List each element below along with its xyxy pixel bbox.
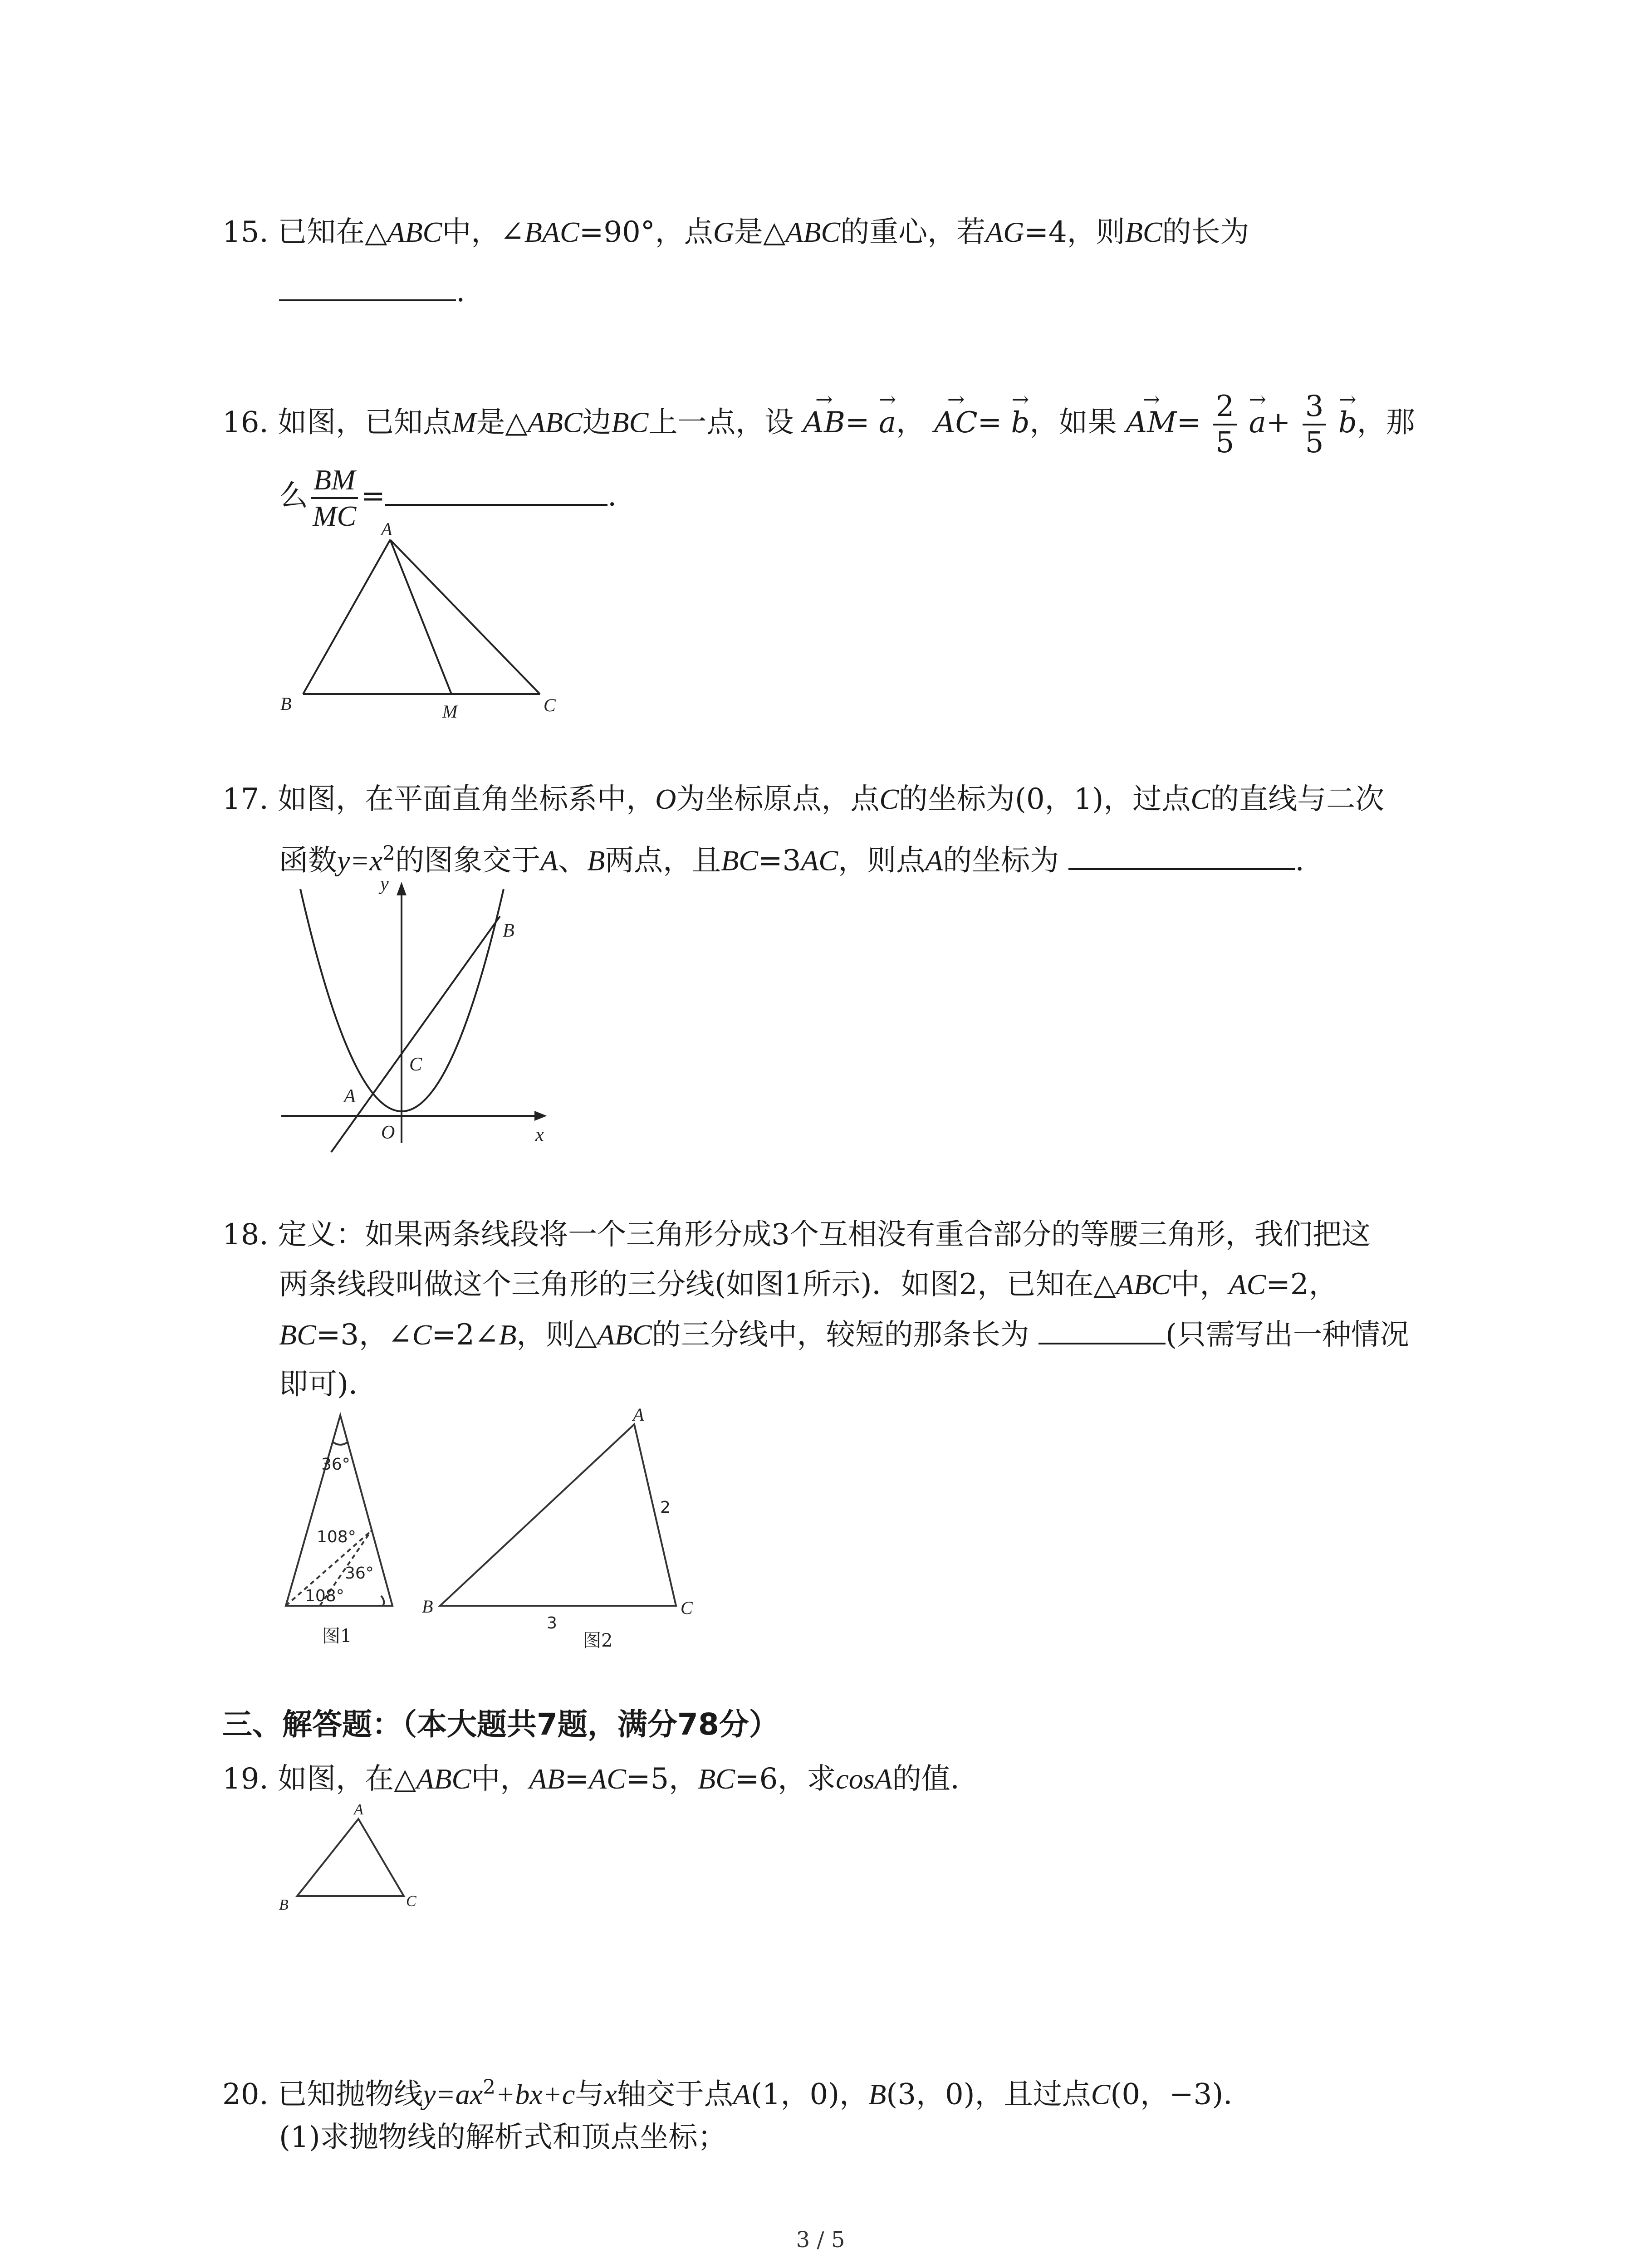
fraction-denominator: 5 bbox=[1305, 426, 1324, 459]
q19-text: =5， bbox=[626, 1762, 698, 1796]
page-number: 3 / 5 bbox=[796, 2227, 845, 2253]
q17-figure bbox=[272, 871, 599, 1161]
q16-answer-blank[interactable] bbox=[385, 477, 607, 506]
label-c: C bbox=[544, 695, 556, 715]
q20-text: 已知抛物线 bbox=[278, 2077, 423, 2112]
q16-var: M bbox=[452, 406, 476, 439]
q18-var: AC bbox=[1229, 1268, 1266, 1300]
q16-text: = bbox=[361, 479, 386, 513]
fraction-numerator: 3 bbox=[1303, 389, 1327, 425]
q20-var: C bbox=[1091, 2078, 1111, 2111]
q17-func: y=x bbox=[337, 844, 382, 877]
section-heading: 三、解答题：（本大题共7题，满分78分） bbox=[222, 1707, 779, 1742]
vector-ac: → AC bbox=[934, 404, 977, 442]
label-o: O bbox=[381, 1122, 395, 1143]
label-a: A bbox=[354, 1801, 363, 1818]
q17-text: 为坐标原点，点 bbox=[676, 782, 880, 816]
q17-text: 的直线与二次 bbox=[1210, 782, 1385, 816]
q18-number: 18. bbox=[222, 1218, 269, 1251]
fraction-2-5 bbox=[1213, 389, 1237, 460]
q18-text: 的三分线中，较短的那条长为 bbox=[652, 1318, 1029, 1352]
q20-text: (3，0)，且过点 bbox=[886, 2077, 1091, 2112]
q18-var: ABC bbox=[597, 1319, 652, 1351]
q19-var: BC bbox=[698, 1763, 735, 1795]
q19-text: 中， bbox=[471, 1762, 529, 1796]
q17-var: AC bbox=[801, 844, 838, 877]
q17-text: 的坐标为 bbox=[943, 844, 1059, 878]
q17-text: ，则点 bbox=[838, 844, 926, 878]
label-a: A bbox=[633, 1406, 644, 1425]
q17-line1 bbox=[222, 780, 1384, 818]
q17-var: A bbox=[925, 844, 943, 877]
q18-line4 bbox=[279, 1365, 377, 1403]
q15-var: ABC bbox=[785, 216, 841, 248]
angle-36-top: 36° bbox=[321, 1455, 350, 1474]
q18-figure2 bbox=[422, 1406, 712, 1660]
q17-period: . bbox=[1295, 844, 1304, 878]
q18-var: BC bbox=[279, 1319, 316, 1351]
q18-text: =3，∠ bbox=[316, 1318, 412, 1352]
triangle-abc-diagram bbox=[422, 1406, 712, 1660]
q19-line1 bbox=[222, 1760, 980, 1798]
q16-text: 如图，已知点 bbox=[278, 406, 452, 440]
q16-line1 bbox=[222, 389, 1415, 460]
q15-text: =4，则 bbox=[1024, 215, 1125, 249]
q18-text: (只需写出一种情况 bbox=[1165, 1318, 1409, 1352]
x-axis-arrow bbox=[535, 1112, 544, 1119]
q15-answer-blank[interactable] bbox=[279, 272, 456, 301]
segment-am bbox=[390, 540, 451, 694]
q17-sup: 2 bbox=[382, 842, 395, 865]
label-y: y bbox=[380, 874, 389, 894]
q18-text: 定义：如果两条线段将一个三角形分成3个互相没有重合部分的等腰三角形，我们把这 bbox=[278, 1218, 1371, 1251]
q19-triangle-diagram bbox=[272, 1801, 436, 1919]
q17-var: C bbox=[879, 783, 899, 815]
q16-var: ABC bbox=[527, 406, 583, 439]
side-ac bbox=[390, 540, 540, 694]
q16-text: 上一点，设 bbox=[648, 406, 794, 440]
label-m: M bbox=[442, 701, 458, 722]
angle-108-lower: 108° bbox=[305, 1587, 344, 1605]
q20-text: (1，0)， bbox=[750, 2077, 869, 2112]
q15-line2 bbox=[279, 272, 465, 311]
q17-var: A bbox=[540, 844, 558, 877]
q19-text: 的值． bbox=[892, 1762, 980, 1796]
fraction-numerator: BM bbox=[311, 463, 358, 499]
q15-text: 的重心，若 bbox=[840, 215, 986, 249]
q20-line2 bbox=[279, 2118, 727, 2156]
q15-text: 的长为 bbox=[1162, 215, 1249, 249]
q17-text: =3 bbox=[758, 844, 801, 878]
label-b: B bbox=[280, 694, 292, 714]
q15-var: G bbox=[713, 216, 734, 248]
q15-line1 bbox=[222, 213, 1249, 251]
q18-var: ABC bbox=[1116, 1268, 1171, 1300]
q20-text: 轴交于点 bbox=[617, 2077, 733, 2112]
label-c: C bbox=[406, 1893, 416, 1910]
q20-sup: 2 bbox=[483, 2076, 496, 2099]
q20-func: y=ax bbox=[423, 2078, 483, 2111]
figure2-caption: 图2 bbox=[583, 1630, 613, 1651]
q19-figure bbox=[272, 1801, 436, 1919]
q19-var: AC bbox=[589, 1763, 626, 1795]
vector-am: → AM bbox=[1126, 404, 1177, 442]
q16-text: ， bbox=[896, 406, 926, 440]
angle-36-lower: 36° bbox=[345, 1564, 374, 1583]
q20-var: x bbox=[604, 2078, 617, 2111]
q20-text: (0，−3)． bbox=[1110, 2077, 1253, 2112]
q20-text: 与 bbox=[575, 2077, 604, 2112]
vector-a: → a bbox=[1249, 404, 1266, 442]
q16-var: BC bbox=[611, 406, 649, 439]
q15-var: BC bbox=[1125, 216, 1162, 248]
q16-text: = bbox=[845, 406, 870, 440]
q17-var: O bbox=[655, 783, 676, 815]
q15-var: AG bbox=[985, 216, 1024, 248]
q18-figure1 bbox=[272, 1411, 408, 1656]
q16-text: + bbox=[1266, 406, 1291, 440]
q17-text: 两点，且 bbox=[605, 844, 721, 878]
q20-var: B bbox=[868, 2078, 887, 2111]
fraction-3-5 bbox=[1303, 389, 1327, 460]
q16-figure bbox=[272, 522, 563, 730]
label-b: B bbox=[503, 920, 514, 941]
vector-ab: → AB bbox=[803, 404, 845, 442]
q15-period: . bbox=[456, 275, 465, 308]
q18-text: =2∠ bbox=[431, 1318, 499, 1352]
q20-line1 bbox=[222, 2068, 1252, 2113]
q16-text: 是△ bbox=[476, 406, 528, 440]
q17-text: 函数 bbox=[279, 844, 337, 878]
q15-text: =90°，点 bbox=[579, 215, 713, 249]
q19-number: 19. bbox=[222, 1762, 269, 1796]
q17-text: 的坐标为(0，1)，过点 bbox=[899, 782, 1191, 816]
side-bc-length: 3 bbox=[547, 1614, 557, 1633]
q16-number: 16. bbox=[222, 406, 269, 440]
q15-var: BAC bbox=[524, 216, 579, 248]
q17-var: C bbox=[1190, 783, 1210, 815]
q18-text: 中， bbox=[1171, 1268, 1229, 1301]
triangle-outline bbox=[440, 1424, 676, 1606]
fraction-denominator: 5 bbox=[1215, 426, 1234, 459]
q18-line1 bbox=[222, 1216, 1371, 1254]
label-a: A bbox=[344, 1086, 356, 1107]
label-a: A bbox=[381, 522, 392, 539]
vector-b: → b bbox=[1011, 404, 1030, 442]
q16-text: 么 bbox=[279, 479, 308, 513]
label-b: B bbox=[279, 1897, 289, 1913]
q15-text: 是△ bbox=[734, 215, 786, 249]
q16-text: = bbox=[1176, 406, 1201, 440]
fraction-denominator: MC bbox=[313, 500, 357, 532]
label-b: B bbox=[422, 1596, 433, 1617]
side-ac-length: 2 bbox=[660, 1498, 671, 1517]
q18-line2 bbox=[279, 1266, 1338, 1304]
label-c: C bbox=[409, 1054, 422, 1075]
q18-var: B bbox=[499, 1319, 517, 1351]
fraction-numerator: 2 bbox=[1213, 389, 1237, 425]
q20-subquestion-1: (1)求抛物线的解析式和顶点坐标； bbox=[279, 2121, 727, 2154]
q15-text: 已知在△ bbox=[278, 215, 387, 249]
q16-text: 边 bbox=[582, 406, 612, 440]
q17-parabola-diagram bbox=[272, 871, 599, 1161]
q16-text: ，那 bbox=[1357, 406, 1415, 440]
q17-answer-blank[interactable] bbox=[1068, 841, 1295, 870]
q16-text: ，如果 bbox=[1029, 406, 1117, 440]
q19-var: cosA bbox=[836, 1763, 892, 1795]
q15-number: 15. bbox=[222, 215, 269, 249]
q17-text: 的图象交于 bbox=[395, 844, 540, 878]
q20-number: 20. bbox=[222, 2077, 269, 2112]
q16-period: . bbox=[607, 479, 617, 513]
y-axis-arrow bbox=[398, 885, 405, 894]
q17-text: 、 bbox=[558, 844, 588, 878]
q18-line3 bbox=[279, 1315, 1409, 1354]
q18-var: C bbox=[412, 1319, 432, 1351]
q18-text: =2， bbox=[1266, 1268, 1338, 1301]
q16-text: = bbox=[977, 406, 1002, 440]
q18-answer-blank[interactable] bbox=[1038, 1315, 1166, 1344]
q17-number: 17. bbox=[222, 782, 269, 816]
q19-text: 如图，在△ bbox=[278, 1762, 416, 1796]
q20-func: +bx+c bbox=[495, 2078, 575, 2111]
angle-108-upper: 108° bbox=[317, 1528, 356, 1546]
q19-text: = bbox=[564, 1762, 589, 1796]
figure1-caption: 图1 bbox=[322, 1626, 352, 1647]
triangle-outline bbox=[297, 1819, 404, 1896]
q17-var: BC bbox=[721, 844, 758, 877]
q19-var: AB bbox=[529, 1763, 565, 1795]
q15-var: ABC bbox=[387, 216, 442, 248]
q17-var: B bbox=[587, 844, 605, 877]
label-x: x bbox=[535, 1124, 544, 1145]
q19-text: =6，求 bbox=[735, 1762, 836, 1796]
isosceles-triangle-diagram bbox=[272, 1411, 408, 1656]
vector-b: → b bbox=[1338, 404, 1357, 442]
q20-var: A bbox=[733, 2078, 751, 2111]
q18-text: 即可)． bbox=[279, 1368, 377, 1401]
q18-text: 两条线段叫做这个三角形的三分线(如图1所示)．如图2，已知在△ bbox=[279, 1268, 1116, 1301]
angle-arc-right bbox=[381, 1596, 384, 1606]
q16-triangle-diagram bbox=[272, 522, 563, 730]
q17-text: 如图，在平面直角坐标系中， bbox=[278, 782, 656, 816]
q19-var: ABC bbox=[416, 1763, 471, 1795]
side-ab bbox=[303, 540, 390, 694]
vector-a: → a bbox=[879, 404, 896, 442]
q18-text: ，则△ bbox=[516, 1318, 597, 1352]
angle-arc-top bbox=[332, 1442, 348, 1445]
q15-text: 中，∠ bbox=[442, 215, 524, 249]
label-c: C bbox=[681, 1598, 693, 1618]
